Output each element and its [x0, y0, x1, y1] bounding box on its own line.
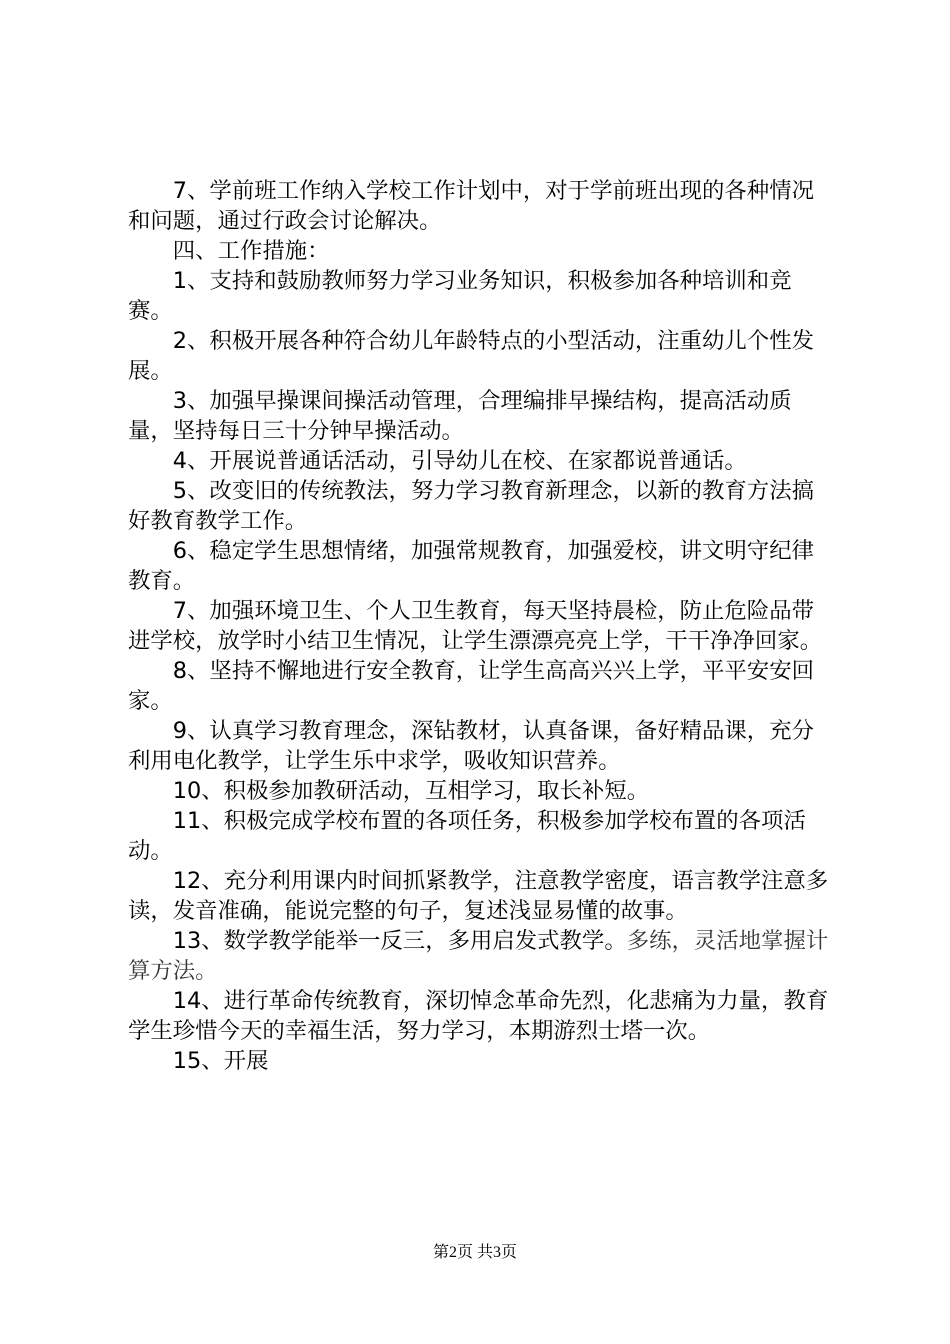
measure-item-15: 15、开展: [172, 1048, 269, 1074]
measure-item-12: 12、充分利用课内时间抓紧教学，注意教学密度，语言教学注意多读，发音准确，能说完整的句子，复述浅显易懂的故事。: [128, 868, 829, 924]
measure-item-11: 11、积极完成学校布置的各项任务，积极参加学校布置的各项活动。: [128, 808, 806, 864]
paragraph-item-7-preschool-plan: 7、学前班工作纳入学校工作计划中，对于学前班出现的各种情况和问题，通过行政会讨论解决。: [128, 178, 814, 234]
measure-item-13-light-text: 多练，灵活地掌握计算方法。: [128, 928, 829, 984]
document-body: [128, 176, 832, 1076]
measure-item-4: 4、开展说普通话活动，引导幼儿在校、在家都说普通话。: [172, 448, 747, 474]
measure-item-5: 5、改变旧的传统教法，努力学习教育新理念，以新的教育方法搞好教育教学工作。: [128, 478, 814, 534]
measure-item-7: 7、加强环境卫生、个人卫生教育，每天坚持晨检，防止危险品带进学校，放学时小结卫生情况，让学生漂漂亮亮上学，干干净净回家。: [128, 598, 823, 654]
measure-item-9: 9、认真学习教育理念，深钻教材，认真备课，备好精品课，充分利用电化教学，让学生乐中求学，吸收知识营养。: [128, 718, 814, 774]
measure-item-8: 8、坚持不懈地进行安全教育，让学生高高兴兴上学，平平安安回家。: [128, 658, 814, 714]
measure-item-6: 6、稳定学生思想情绪，加强常规教育，加强爱校，讲文明守纪律教育。: [128, 538, 814, 594]
measure-item-3: 3、加强早操课间操活动管理，合理编排早操结构，提高活动质量，坚持每日三十分钟早操活动。: [128, 388, 792, 444]
section-heading-work-measures: 四、工作措施：: [172, 238, 330, 264]
measure-item-13-main-text: 13、数学教学能举一反三，多用启发式教学。: [172, 928, 627, 954]
measure-item-2: 2、积极开展各种符合幼儿年龄特点的小型活动，注重幼儿个性发展。: [128, 328, 814, 384]
measure-item-10: 10、积极参加教研活动，互相学习，取长补短。: [172, 778, 650, 804]
page-number-footer: 第2页 共3页: [432, 1244, 517, 1261]
measure-item-13: [128, 926, 832, 986]
measure-item-1: 1、支持和鼓励教师努力学习业务知识，积极参加各种培训和竞赛。: [128, 268, 792, 324]
measure-item-14: 14、进行革命传统教育，深切悼念革命先烈，化悲痛为力量，教育学生珍惜今天的幸福生活，努力学习，本期游烈士塔一次。: [128, 988, 829, 1044]
